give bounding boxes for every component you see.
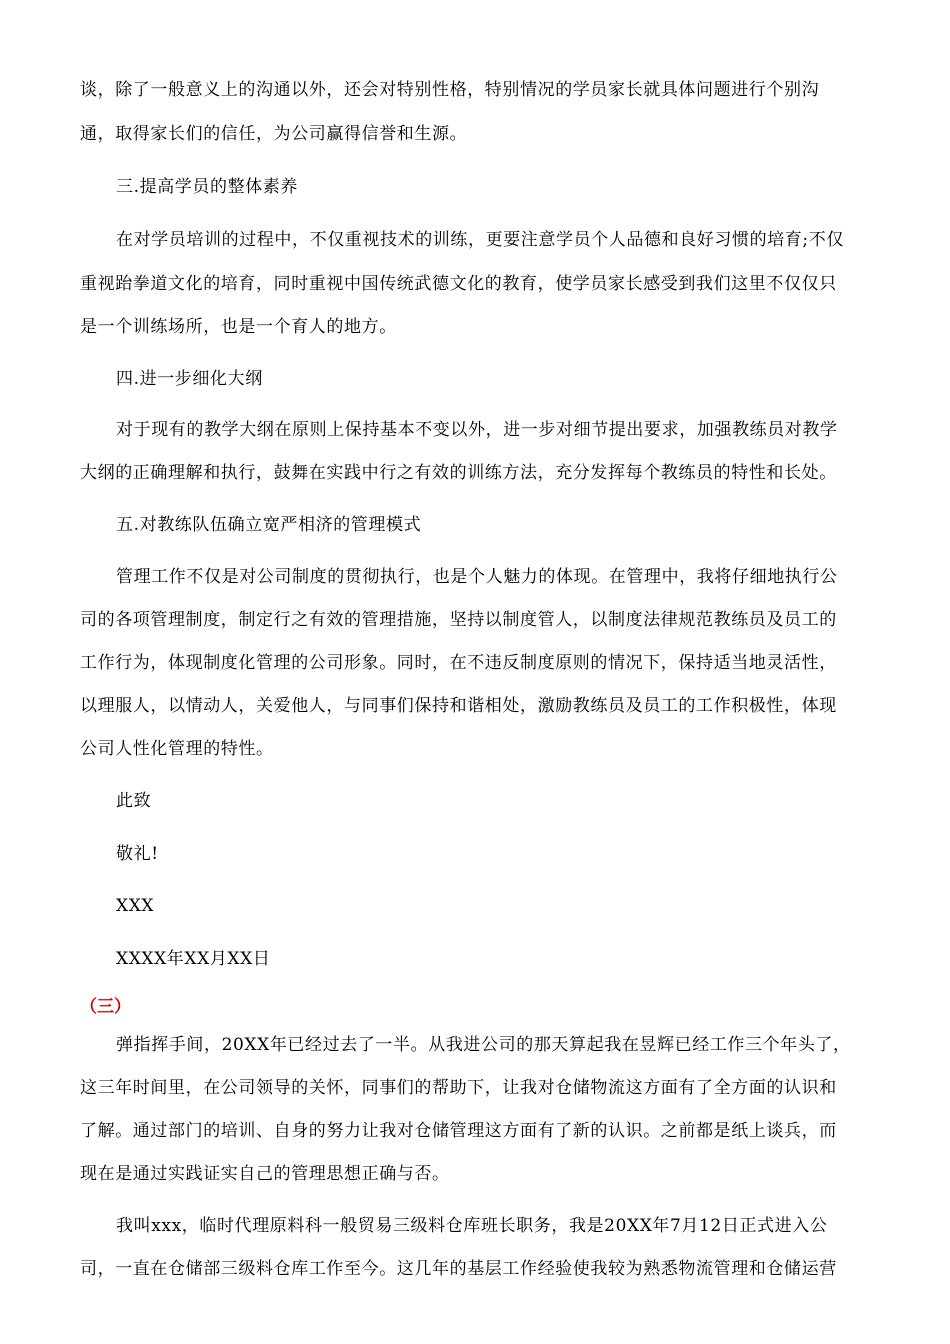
paragraph-line: 工作行为，体现制度化管理的公司形象。同时，在不违反制度原则的情况下，保持适当地灵活性， [80,653,837,673]
paragraph-line: 了解。通过部门的培训、自身的努力让我对仓储管理这方面有了新的认识。之前都是纸上谈兵，而 [80,1121,837,1141]
paragraph-line: 是一个训练场所，也是一个育人的地方。 [80,317,397,337]
paragraph-line: 这三年时间里，在公司领导的关怀，同事们的帮助下，让我对仓储物流这方面有了全方面的认识和 [80,1078,837,1098]
signature-date: XXXX年XX月XX日 [116,949,271,969]
paragraph-line: 在对学员培训的过程中，不仅重视技术的训练，更要注意学员个人品德和良好习惯的培育;不仅 [116,230,844,250]
section-number-three: （三） [80,997,131,1017]
closing-regards: 敬礼! [116,844,159,864]
paragraph-line: 重视跆拳道文化的培育，同时重视中国传统武德文化的教育，使学员家长感受到我们这里不仅仅只 [80,274,837,294]
section-heading: 四.进一步细化大纲 [116,369,263,389]
paragraph-line: 弹指挥手间，20XX年已经过去了一半。从我进公司的那天算起我在昱辉已经工作三个年头了， [116,1035,851,1055]
paragraph-line: 谈，除了一般意义上的沟通以外，还会对特别性格，特别情况的学员家长就具体问题进行个别沟 [80,80,820,100]
paragraph-line: 通，取得家长们的信任，为公司赢得信誉和生源。 [80,124,468,144]
paragraph-line: 司的各项管理制度，制定行之有效的管理措施，坚持以制度管人，以制度法律规范教练员及员工的 [80,610,837,630]
paragraph-line: 现在是通过实践证实自己的管理思想正确与否。 [80,1164,450,1184]
section-heading: 三.提高学员的整体素养 [116,177,299,197]
paragraph-line: 司，一直在仓储部三级料仓库工作至今。这几年的基层工作经验使我较为熟悉物流管理和仓储运营 [80,1259,837,1279]
signature-name: XXX [116,896,155,916]
paragraph-line: 大纲的正确理解和执行，鼓舞在实践中行之有效的训练方法，充分发挥每个教练员的特性和长处。 [80,463,837,483]
paragraph-line: 管理工作不仅是对公司制度的贯彻执行，也是个人魅力的体现。在管理中，我将仔细地执行公 [116,567,838,587]
paragraph-line: 我叫xxx，临时代理原料科一般贸易三级料仓库班长职务，我是20XX年7月12日正式进入公 [116,1216,828,1236]
paragraph-line: 以理服人，以情动人，关爱他人，与同事们保持和谐相处，激励教练员及员工的工作积极性，体现 [80,696,837,716]
closing-salutation: 此致 [116,791,152,811]
paragraph-line: 对于现有的教学大纲在原则上保持基本不变以外，进一步对细节提出要求，加强教练员对教学 [116,420,838,440]
section-heading: 五.对教练队伍确立宽严相济的管理模式 [116,515,422,535]
paragraph-line: 公司人性化管理的特性。 [80,739,274,759]
